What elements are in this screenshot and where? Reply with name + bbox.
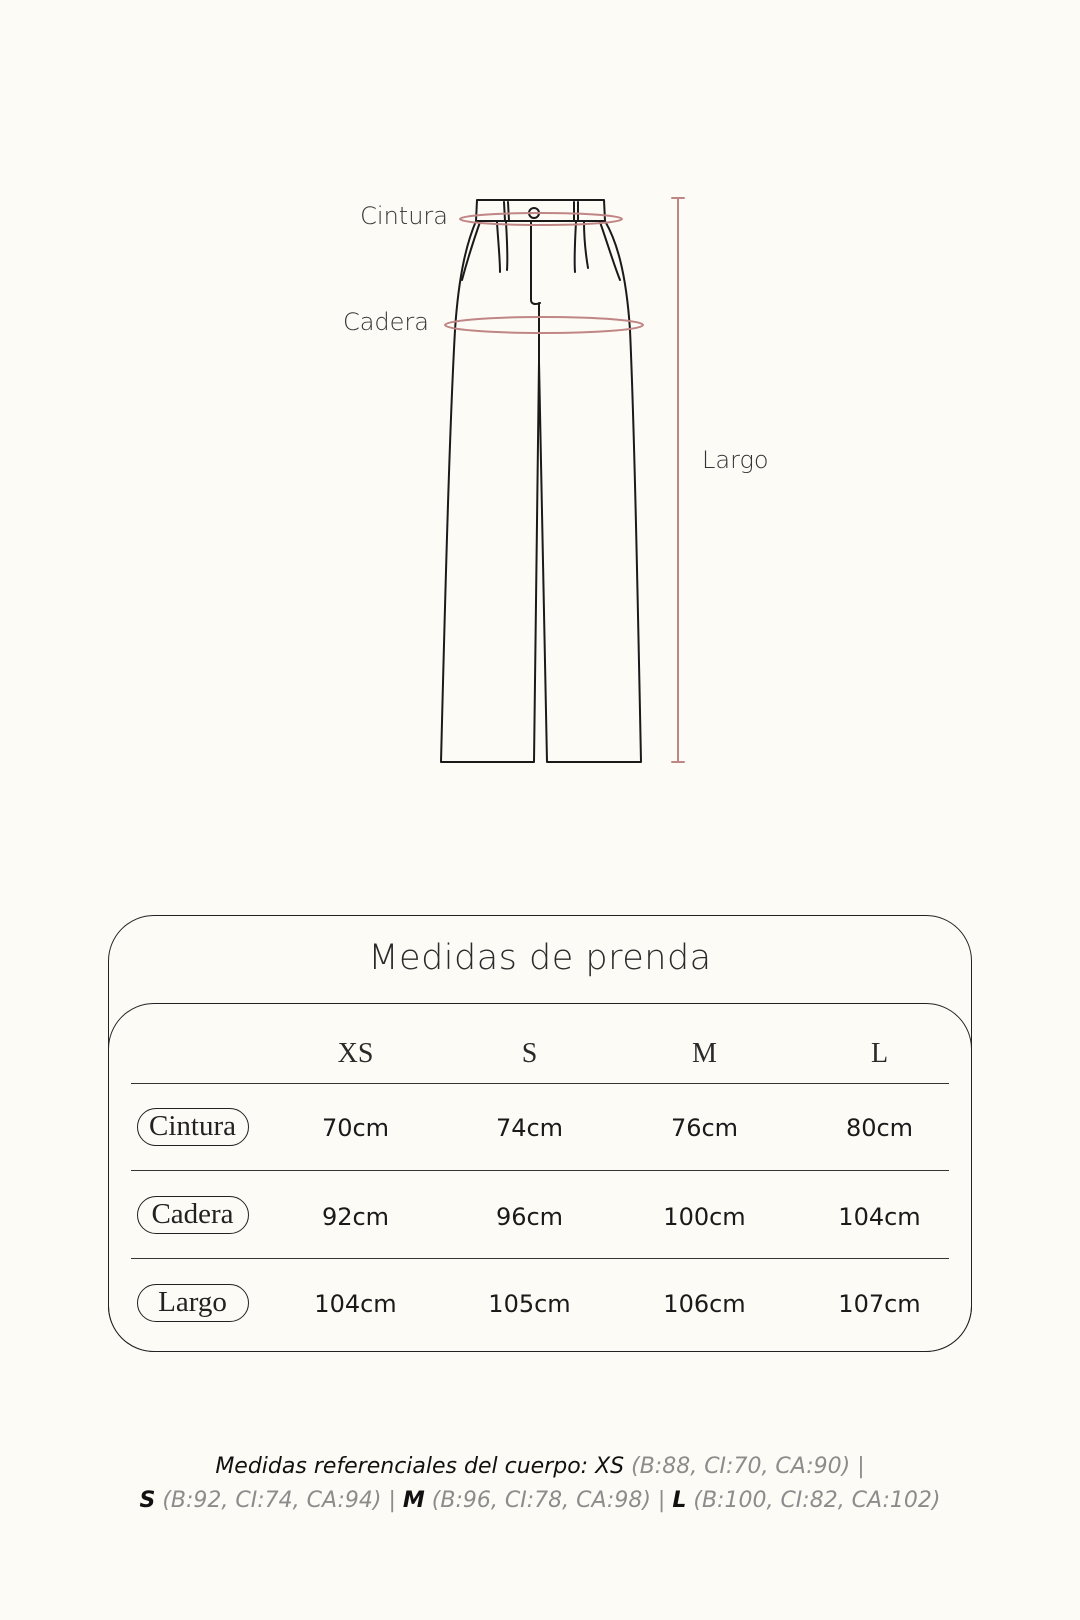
- note-intro: Medidas referenciales del cuerpo: [215, 1454, 581, 1479]
- size-header-l: L: [870, 1038, 889, 1069]
- row-label-hip: Cadera: [137, 1196, 249, 1234]
- pleat-left-2: [506, 222, 507, 270]
- pleat-right-2: [584, 222, 588, 268]
- note-size-xs: XS: [595, 1454, 625, 1479]
- trousers-outline: [441, 200, 641, 762]
- cell-hip-xs: 92cm: [321, 1203, 390, 1231]
- row-label-length: Largo: [137, 1284, 249, 1322]
- length-label: Largo: [702, 446, 769, 474]
- cell-waist-m: 76cm: [670, 1114, 739, 1142]
- size-table-card: [108, 915, 972, 1352]
- row-divider-2: [131, 1258, 949, 1259]
- fly-seam: [531, 221, 540, 304]
- waist-measure-ring: [460, 213, 622, 225]
- size-header-m: M: [692, 1038, 717, 1069]
- cell-length-l: 107cm: [838, 1290, 921, 1318]
- note-detail-s: (B:92, CI:74, CA:94): [162, 1488, 382, 1513]
- cell-waist-s: 74cm: [495, 1114, 564, 1142]
- cell-hip-m: 100cm: [663, 1203, 746, 1231]
- cell-length-xs: 104cm: [314, 1290, 397, 1318]
- cell-length-m: 106cm: [663, 1290, 746, 1318]
- trousers-silhouette: [441, 221, 641, 762]
- pleat-right-1: [575, 222, 576, 272]
- note-colon: :: [580, 1454, 589, 1479]
- trousers-diagram: [0, 0, 1080, 800]
- note-separator: |: [388, 1488, 396, 1513]
- note-size-m: M: [402, 1488, 425, 1513]
- belt-loop-left: [504, 202, 505, 221]
- pleat-left-1: [497, 222, 500, 272]
- table-title: Medidas de prenda: [368, 938, 712, 978]
- cell-waist-xs: 70cm: [321, 1114, 390, 1142]
- waist-label: Cintura: [360, 202, 448, 230]
- size-table: [108, 1003, 972, 1352]
- cell-hip-s: 96cm: [495, 1203, 564, 1231]
- note-detail-m: (B:96, CI:78, CA:98): [431, 1488, 651, 1513]
- hip-label: Cadera: [342, 308, 429, 336]
- note-separator: |: [657, 1488, 666, 1513]
- belt-loop-left-2: [508, 202, 509, 221]
- hip-measure-ring: [445, 317, 643, 333]
- pocket-left: [462, 222, 480, 280]
- waistband: [476, 200, 605, 221]
- body-measurements-note: [60, 1450, 1020, 1518]
- note-line-2: [60, 1484, 1020, 1518]
- cell-waist-l: 80cm: [845, 1114, 914, 1142]
- row-label-waist: Cintura: [137, 1108, 249, 1146]
- cell-hip-l: 104cm: [838, 1203, 921, 1231]
- note-detail-l: (B:100, CI:82, CA:102): [693, 1488, 941, 1513]
- note-separator: |: [857, 1454, 865, 1479]
- note-line-1: [60, 1450, 1020, 1484]
- note-size-l: L: [672, 1488, 687, 1513]
- note-size-s: S: [139, 1488, 156, 1513]
- header-divider: [131, 1083, 949, 1084]
- row-divider-1: [131, 1170, 949, 1171]
- measure-marks: [445, 198, 684, 762]
- size-header-xs: XS: [337, 1038, 374, 1069]
- size-header-s: S: [521, 1038, 538, 1069]
- note-detail-xs: (B:88, CI:70, CA:90): [631, 1454, 851, 1479]
- cell-length-s: 105cm: [488, 1290, 571, 1318]
